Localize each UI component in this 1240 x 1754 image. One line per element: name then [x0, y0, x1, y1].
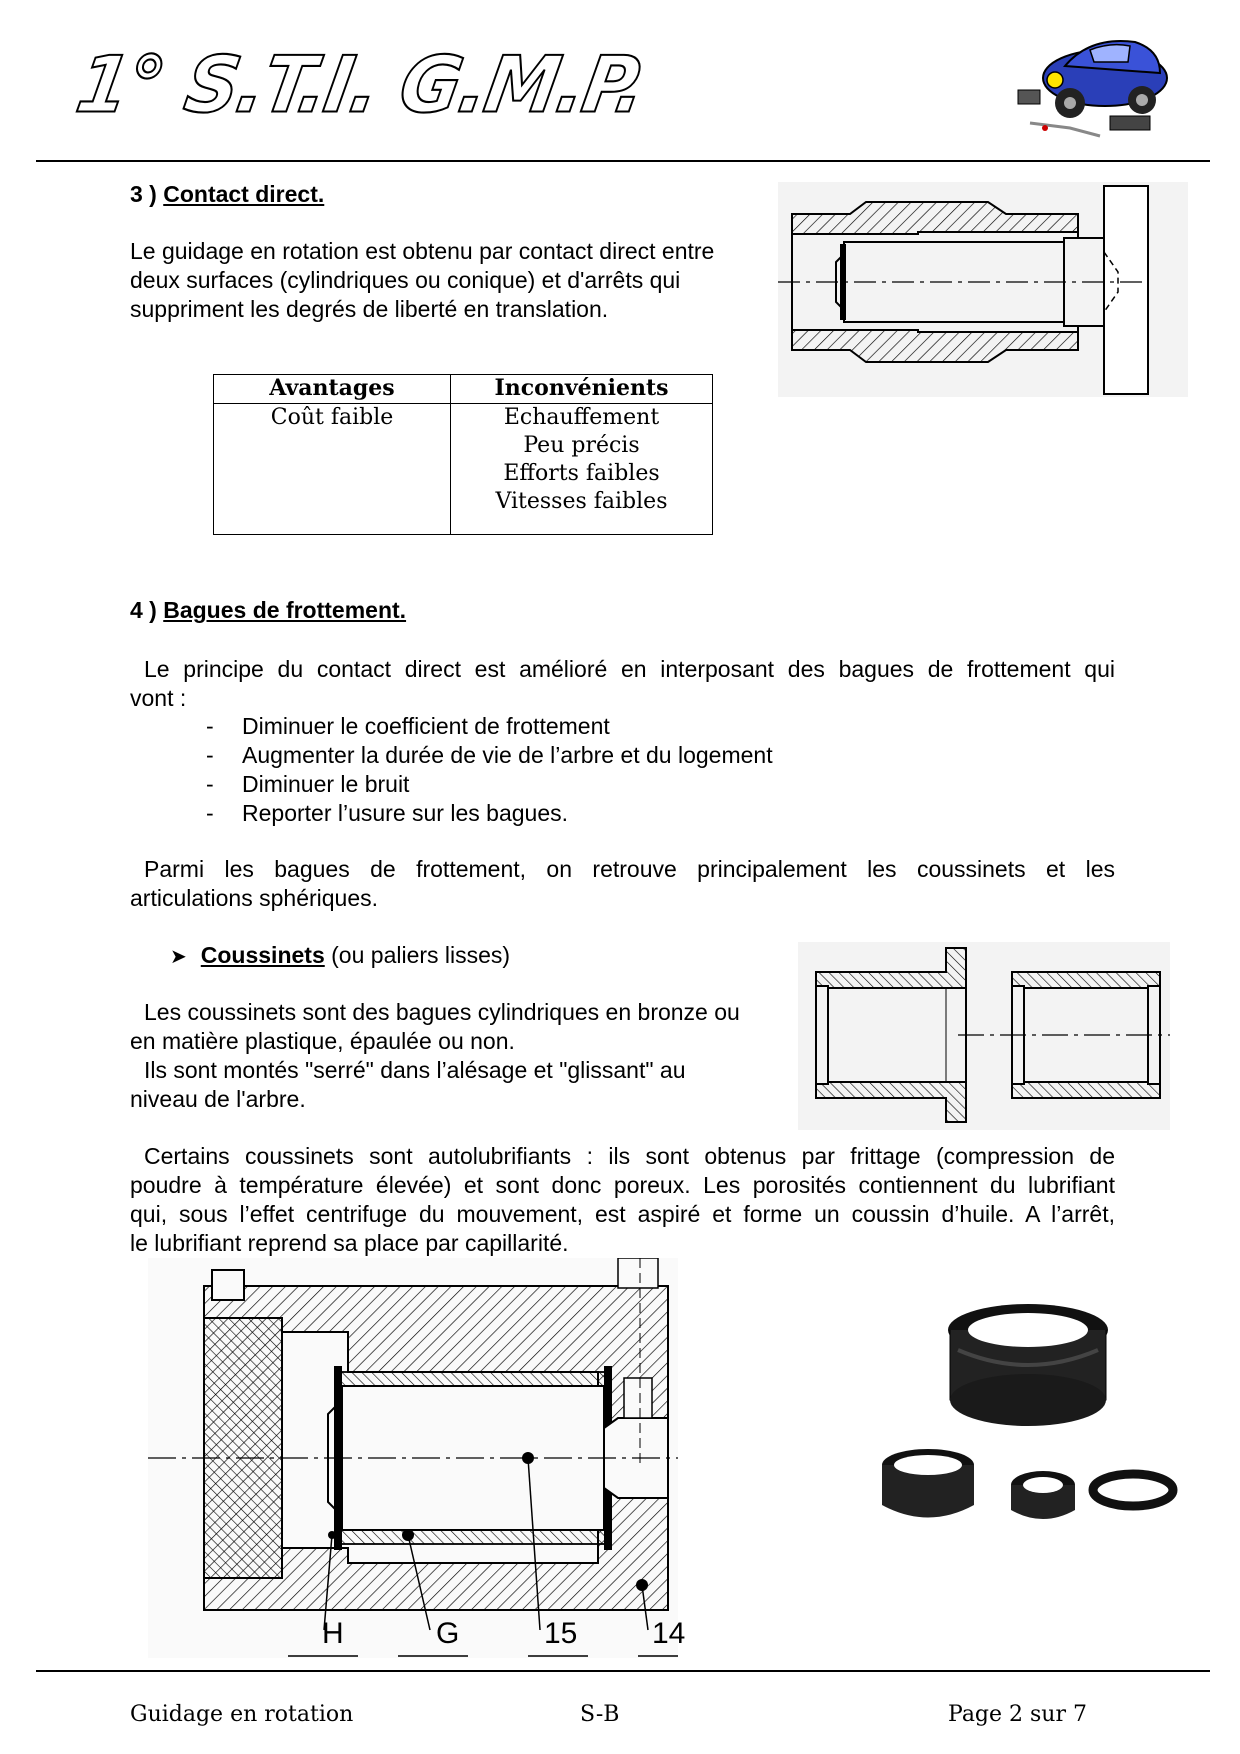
footer-left: Guidage en rotation	[130, 1702, 354, 1727]
table-cell-advantages	[214, 404, 451, 535]
label-15: 15	[544, 1617, 578, 1650]
section3-heading	[130, 181, 324, 208]
label-h: H	[322, 1617, 344, 1650]
section4-number: 4 )	[130, 597, 164, 623]
auto-line: poudre à température élevée) et sont donc poreux. Les porosités contiennent du lubrifiant	[130, 1172, 1115, 1198]
section3-paragraph	[130, 237, 780, 324]
label-g: G	[436, 1617, 460, 1650]
table-header-advantages: Avantages	[214, 375, 451, 404]
list-item: - Diminuer le coefficient de frottement	[130, 712, 1030, 741]
header-divider	[36, 160, 1210, 162]
coussinets-title: Coussinets	[200, 942, 325, 968]
disadvantage-item: Peu précis	[523, 433, 640, 458]
section3-title: Contact direct.	[163, 181, 325, 207]
desc-line: en matière plastique, épaulée ou non.	[130, 1028, 515, 1054]
section3-number: 3 )	[130, 181, 164, 207]
section4-intro	[130, 655, 1115, 713]
table-header-disadvantages: Inconvénients	[451, 375, 713, 404]
coussinets-heading	[170, 941, 510, 972]
disadvantage-item: Vitesses faibles	[495, 489, 668, 514]
coussinets-subtitle: (ou paliers lisses)	[324, 942, 511, 968]
section3-line: suppriment les degrés de liberté en translation.	[130, 296, 609, 322]
bushings-section-drawing	[798, 942, 1170, 1130]
desc-line: niveau de l'arbre.	[130, 1086, 306, 1112]
section3-line: deux surfaces (cylindriques ou conique) et d'arrêts qui	[130, 267, 681, 293]
auto-line: le lubrifiant reprend sa place par capillarité.	[130, 1230, 569, 1256]
autolubrifiants-paragraph	[130, 1142, 1115, 1258]
list-item: - Diminuer le bruit	[130, 770, 1030, 799]
table-cell-disadvantages	[451, 404, 713, 535]
footer-page-number: Page 2 sur 7	[948, 1702, 1087, 1727]
parmi-paragraph	[130, 855, 1115, 913]
disadvantage-item: Echauffement	[503, 405, 660, 430]
auto-line: qui, sous l’effet centrifuge du mouvement, est aspiré et forme un coussin d’huile. A l’arrêt,	[130, 1201, 1115, 1227]
section4-title: Bagues de frottement.	[163, 597, 407, 623]
bullet-list	[130, 712, 1030, 828]
bushings-photo	[858, 1290, 1178, 1540]
desc-line: Les coussinets sont des bagues cylindriques en bronze ou	[144, 999, 740, 1025]
list-item: - Augmenter la durée de vie de l’arbre et du logement	[130, 741, 1030, 770]
parmi-line: articulations sphériques.	[130, 885, 379, 911]
contact-direct-drawing	[778, 182, 1188, 397]
desc-line: Ils sont montés "serré" dans l’alésage et "glissant" au	[144, 1057, 686, 1083]
list-item: - Reporter l’usure sur les bagues.	[130, 799, 1030, 828]
advantage-item: Coût faible	[270, 405, 394, 430]
arrow-bullet-icon: ➤	[170, 946, 187, 968]
parmi-line: Parmi les bagues de frottement, on retrouve principalement les coussinets et les	[144, 856, 1115, 882]
comparison-table	[213, 374, 713, 535]
intro-line: vont :	[130, 685, 187, 711]
disadvantage-item: Efforts faibles	[503, 461, 660, 486]
label-14: 14	[652, 1617, 686, 1650]
car-mechanic-image	[1010, 28, 1180, 143]
footer-center: S-B	[580, 1702, 620, 1727]
header-logo: 1° S.T.I. G.M.P.	[70, 39, 651, 131]
section4-heading	[130, 597, 406, 624]
section3-line: Le guidage en rotation est obtenu par contact direct entre	[130, 238, 715, 264]
assembly-section-drawing	[148, 1258, 678, 1658]
auto-line: Certains coussinets sont autolubrifiants : ils sont obtenus par frittage (compression de	[144, 1143, 1115, 1169]
coussinets-description	[130, 998, 810, 1114]
footer-divider	[36, 1670, 1210, 1672]
intro-line: Le principe du contact direct est amélioré en interposant des bagues de frottement qui	[144, 656, 1115, 682]
